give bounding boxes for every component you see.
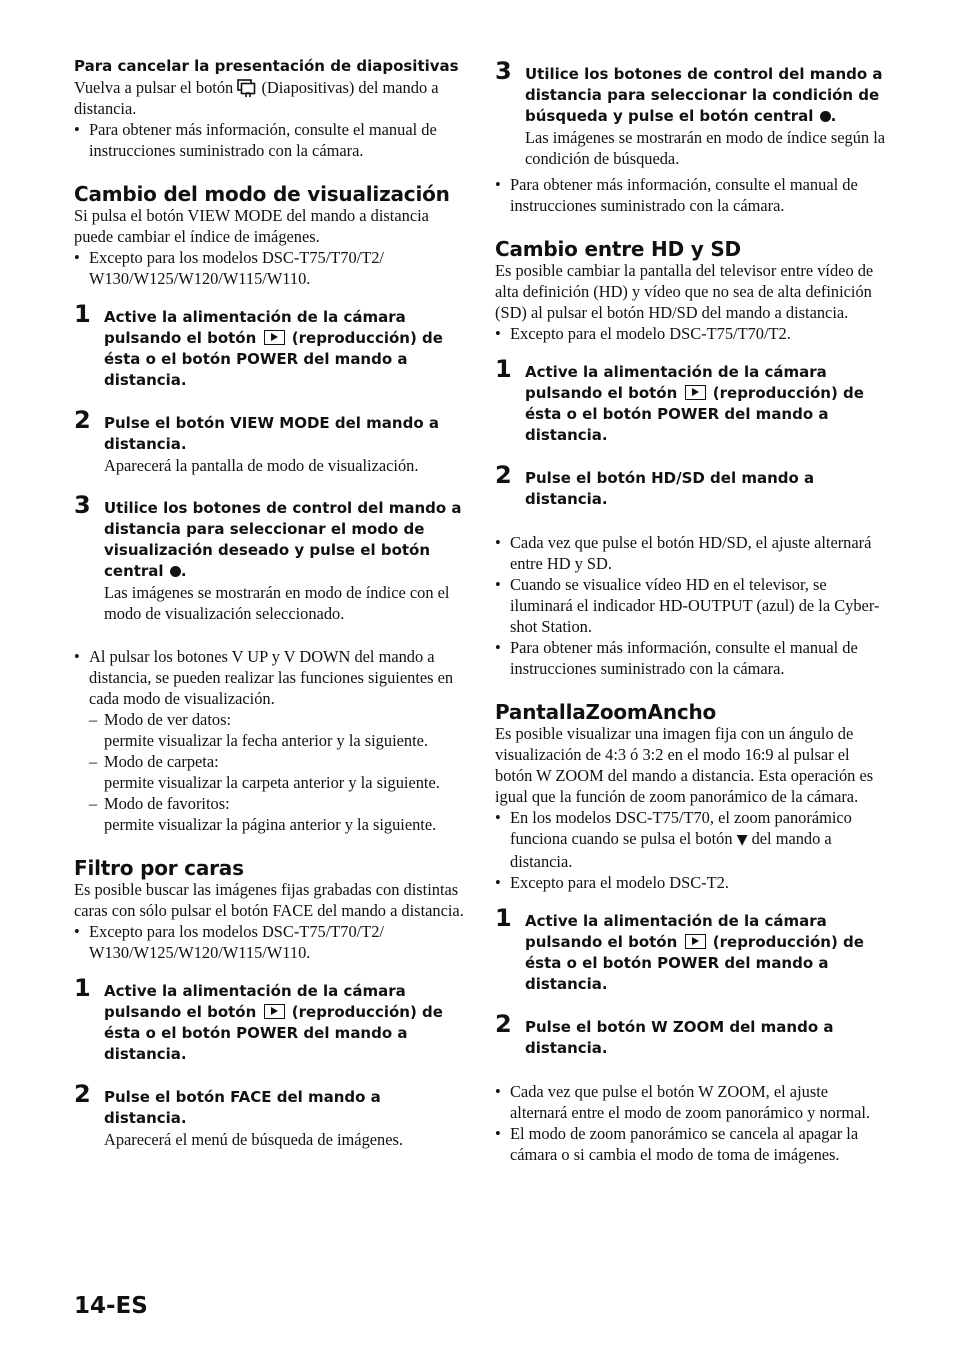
mode-sublist bbox=[74, 709, 466, 835]
list-item: • Excepto para los modelos DSC-T75/T70/T2/ W130/W125/W120/W115/W110. bbox=[74, 247, 466, 289]
sub-item-desc: permite visualizar la fecha anterior y la siguiente. bbox=[104, 731, 429, 750]
step-3: 3 Utilice los botones de control del mando a distancia para seleccionar el modo de visualización deseado y pulse el botón central . Las imágenes se mostrarán en modo de índice con el modo de visualización seleccionado. bbox=[74, 498, 466, 624]
list-item: • Cada vez que pulse el botón HD/SD, el ajuste alternará entre HD y SD. bbox=[495, 532, 887, 574]
step-1: 1 Active la alimentación de la cámara pulsando el botón (reproducción) de ésta o el botón POWER del mando a distancia. bbox=[495, 355, 864, 444]
list-item: • Excepto para los modelos DSC-T75/T70/T2/ W130/W125/W120/W115/W110. bbox=[74, 921, 466, 963]
step-number: 2 bbox=[495, 461, 512, 489]
section-title-view-mode: Cambio del modo de visualización bbox=[74, 182, 450, 206]
face-intro: Es posible buscar las imágenes fijas grabadas con distintas caras con sólo pulsar el botón FACE del mando a distancia. bbox=[74, 880, 464, 920]
step-2: 2 Pulse el botón FACE del mando a distancia. Aparecerá el menú de búsqueda de imágenes. bbox=[74, 1087, 466, 1150]
play-icon bbox=[685, 934, 706, 949]
section-title-zoom: PantallaZoomAncho bbox=[495, 700, 717, 724]
left-column bbox=[74, 56, 466, 1150]
slideshow-icon bbox=[237, 78, 257, 98]
sub-item-desc: permite visualizar la página anterior y la siguiente. bbox=[104, 815, 437, 834]
list-item: • Para obtener más información, consulte el manual de instrucciones suministrado con la cámara. bbox=[495, 174, 887, 216]
down-triangle-icon: ▼ bbox=[736, 832, 748, 848]
play-icon bbox=[685, 385, 706, 400]
section-title-hdsd: Cambio entre HD y SD bbox=[495, 237, 741, 261]
list-item: • Para obtener más información, consulte el manual de instrucciones suministrado con la cámara. bbox=[495, 637, 887, 679]
cancel-slideshow-text: Vuelva a pulsar el botón (Diapositivas) del mando a distancia. bbox=[74, 78, 439, 118]
list-item: • Excepto para el modelo DSC-T75/T70/T2. bbox=[495, 323, 887, 344]
step-2: 2 Pulse el botón HD/SD del mando a distancia. bbox=[495, 461, 815, 508]
right-column bbox=[495, 56, 887, 1165]
list-item: • Cada vez que pulse el botón W ZOOM, el ajuste alternará entre el modo de zoom panorámico y normal. bbox=[495, 1081, 887, 1123]
center-button-icon bbox=[820, 111, 831, 122]
play-icon bbox=[264, 330, 285, 345]
step-number: 3 bbox=[74, 491, 91, 519]
page-number: 14-ES bbox=[74, 1293, 148, 1319]
step-1: 1 Active la alimentación de la cámara pulsando el botón (reproducción) de ésta o el botón POWER del mando a distancia. bbox=[74, 974, 443, 1063]
section-title-face: Filtro por caras bbox=[74, 856, 244, 880]
step-number: 2 bbox=[495, 1010, 512, 1038]
list-item: • El modo de zoom panorámico se cancela al apagar la cámara o si cambia el modo de toma de imágenes. bbox=[495, 1123, 887, 1165]
step-number: 1 bbox=[495, 355, 512, 383]
step-number: 1 bbox=[74, 974, 91, 1002]
step-note: Las imágenes se mostrarán en modo de índice con el modo de visualización seleccionado. bbox=[104, 583, 450, 623]
step-3: 3 Utilice los botones de control del mando a distancia para seleccionar la condición de búsqueda y pulse el botón central . Las imágenes se mostrarán en modo de índice según la condición de búsqueda. bbox=[495, 57, 886, 168]
list-item: • Al pulsar los botones V UP y V DOWN del mando a distancia, se pueden realizar las funciones siguientes en cada modo de visualización. bbox=[74, 646, 466, 709]
cancel-slideshow-heading: Para cancelar la presentación de diapositivas bbox=[74, 57, 459, 75]
sub-item-title: – Modo de ver datos: bbox=[89, 709, 466, 730]
step-number: 1 bbox=[495, 904, 512, 932]
zoom-intro: Es posible visualizar una imagen fija con un ángulo de visualización de 4:3 ó 3:2 en el modo 16:9 al pulsar el botón W ZOOM del mando a distancia. Esta operación es igual que la función de zoom panorámico de la cámara. bbox=[495, 724, 874, 806]
sub-item-title: – Modo de favoritos: bbox=[89, 793, 466, 814]
view-mode-intro: Si pulsa el botón VIEW MODE del mando a distancia puede cambiar el índice de imágenes. bbox=[74, 206, 429, 246]
list-item: • Para obtener más información, consulte el manual de instrucciones suministrado con la cámara. bbox=[74, 119, 466, 161]
play-icon bbox=[264, 1004, 285, 1019]
list-item: • En los modelos DSC-T75/T70, el zoom panorámico funciona cuando se pulsa el botón ▼ del mando a distancia. bbox=[495, 807, 887, 872]
step-2: 2 Pulse el botón W ZOOM del mando a distancia. bbox=[495, 1010, 834, 1057]
list-item: • Cuando se visualice vídeo HD en el televisor, se iluminará el indicador HD-OUTPUT (azul) de la Cyber-shot Station. bbox=[495, 574, 887, 637]
step-number: 3 bbox=[495, 57, 512, 85]
step-note: Aparecerá el menú de búsqueda de imágenes. bbox=[104, 1130, 403, 1149]
step-number: 2 bbox=[74, 1080, 91, 1108]
list-item: • Excepto para el modelo DSC-T2. bbox=[495, 872, 887, 893]
step-2: 2 Pulse el botón VIEW MODE del mando a distancia. Aparecerá la pantalla de modo de visualización. bbox=[74, 413, 466, 476]
step-1: 1 Active la alimentación de la cámara pulsando el botón (reproducción) de ésta o el botón POWER del mando a distancia. bbox=[495, 904, 864, 993]
step-note: Las imágenes se mostrarán en modo de índice según la condición de búsqueda. bbox=[525, 128, 886, 168]
step-1: 1 Active la alimentación de la cámara pulsando el botón (reproducción) de ésta o el botón POWER del mando a distancia. bbox=[74, 300, 443, 389]
step-number: 1 bbox=[74, 300, 91, 328]
hdsd-intro: Es posible cambiar la pantalla del televisor entre vídeo de alta definición (HD) y vídeo que no sea de alta definición (SD) al pulsar el botón HD/SD del mando a distancia. bbox=[495, 261, 874, 322]
sub-item-desc: permite visualizar la carpeta anterior y la siguiente. bbox=[104, 773, 440, 792]
center-button-icon bbox=[170, 566, 181, 577]
step-note: Aparecerá la pantalla de modo de visualización. bbox=[104, 456, 419, 475]
sub-item-title: – Modo de carpeta: bbox=[89, 751, 466, 772]
step-number: 2 bbox=[74, 406, 91, 434]
